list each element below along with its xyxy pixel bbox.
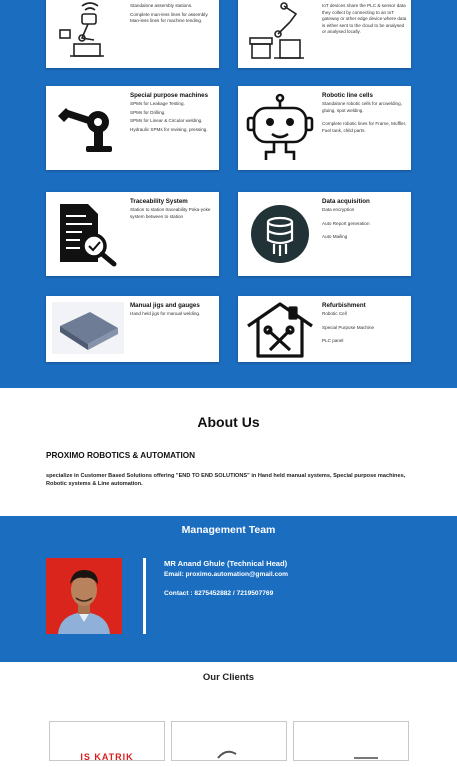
database-icon: [250, 204, 312, 264]
service-line: Data encryption: [322, 207, 355, 212]
service-title: Manual jigs and gauges: [130, 302, 200, 309]
robot-head-icon: [244, 92, 316, 162]
service-card-iot[interactable]: [238, 0, 411, 68]
person-email[interactable]: Email: proximo.automation@gmail.com: [164, 571, 289, 578]
about-section: [0, 388, 457, 516]
service-line: Auto Mailing: [322, 234, 348, 240]
metal-plate-icon: [52, 302, 124, 354]
service-card-traceability[interactable]: [46, 192, 219, 276]
person-name: MR Anand Ghule (Technical Head): [164, 559, 288, 568]
management-title: Management Team: [181, 524, 276, 536]
service-line: Standalone robotic cells for arcwelding, gluing, spot welding.: [322, 101, 402, 113]
robotic-arm-icon: [52, 100, 124, 160]
company-name: PROXIMO ROBOTICS & AUTOMATION: [46, 451, 196, 460]
service-title: Special purpose machines: [130, 92, 209, 99]
client-logo-2: [171, 721, 287, 761]
client-logo-1: [49, 721, 165, 761]
vertical-divider: [143, 558, 146, 634]
client-logo-text: IS KATRIK: [80, 752, 134, 762]
service-line: Complete robotic lines for Frame, Muffler, Fuel tank, child parts.: [322, 121, 407, 133]
service-title: Refurbishment: [322, 302, 366, 309]
service-line: IoT devices share the PLC & sensor data they collect by connecting to an IoT gateway or other edge device where data is either sent to the cloud to be analysed or analysed locally.: [322, 3, 407, 35]
service-card-data-acquisition[interactable]: [238, 192, 411, 276]
document-search-icon: [52, 202, 124, 262]
service-line: SPMs for Linear & Circular welding.: [130, 118, 203, 124]
person-contact[interactable]: Contact : 8275452882 / 7219507769: [164, 590, 274, 597]
clients-section: [0, 662, 457, 762]
service-line: Robotic Cell: [322, 311, 347, 316]
about-title: About Us: [197, 414, 260, 430]
about-description: specialize in Customer Based Solutions offering "END TO END SOLUTIONS" in Hand held manual systems, Special purpose machines, Robotic systems & Line automation.: [46, 473, 406, 487]
service-line: Special Purpose Machine: [322, 324, 375, 330]
service-title: Traceability System: [130, 198, 188, 205]
house-tools-icon: [244, 300, 316, 358]
robot-arm-assembly-icon: [52, 0, 124, 60]
service-card-assembly[interactable]: [46, 0, 219, 68]
service-card-manual-jigs[interactable]: [46, 296, 219, 362]
service-card-refurbishment[interactable]: [238, 296, 411, 362]
service-title: Robotic line cells: [322, 92, 373, 99]
service-line: Auto Report generation: [322, 220, 370, 226]
management-section: [0, 516, 457, 662]
service-line: SPMs for Drilling.: [130, 109, 166, 115]
service-line: PLC panel: [322, 338, 344, 344]
clients-title: Our Clients: [202, 672, 255, 683]
service-card-special-purpose[interactable]: [46, 86, 219, 170]
service-line: Hydraulic SPMs for revising, pressing.: [130, 126, 208, 132]
client-logo-3: [293, 721, 409, 761]
service-title: Data acquisition: [322, 198, 370, 205]
service-line: Hand held jigs for manual welding.: [130, 311, 201, 316]
service-line: Station to station traceability Poka-yoke system between to station: [130, 207, 211, 219]
service-line: Complete man-less lines for assembly. Man-less lines for machine tending.: [130, 11, 209, 24]
profile-photo: [46, 558, 122, 634]
service-line: Standalone assembly stations.: [130, 3, 193, 8]
service-line: SPMs for Leakage Testing.: [130, 101, 185, 106]
robot-arm-iot-icon: [244, 0, 316, 60]
service-card-robotic-line-cells[interactable]: [238, 86, 411, 170]
